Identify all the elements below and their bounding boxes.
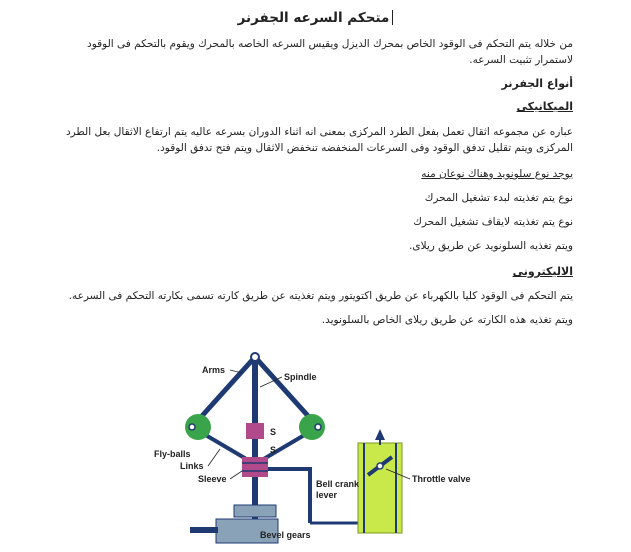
mechanical-description: عباره عن مجموعه اثقال تعمل بفعل الطرد المركزى بمعنى انه اثناء الدوران بسرعه عاليه يتم ارتفاع الاثقال بعل الطرد المركزى ويتم تقليل تدفق الوقود وفى السرعات المنخفضه تنخفض الاثقال ويتم فتح تدفق الوقود.	[65, 126, 573, 154]
electronic-line-1: يتم التحكم فى الوقود كليا بالكهرباء عن طريق اكتويتور ويتم تغذيته عن طريق كارته تسمى بكارته التحكم فى السرعه.	[68, 290, 573, 302]
label-s-top: S	[270, 427, 277, 437]
types-heading: أنواع الجفرنر	[501, 77, 573, 90]
label-spindle: Spindle	[284, 372, 317, 382]
governor-diagram	[150, 345, 480, 552]
solenoid-note: يوجد نوع سلونويد وهناك نوعان منه	[421, 168, 573, 180]
title-text: متحكم السرعه الجفرنر	[237, 10, 390, 26]
intro-paragraph: من خلاله يتم التحكم فى الوقود الخاص بمحرك الديزل ويقيس السرعه الخاصه بالمحرك ويقوم بالتحكم فى الوقود لاستمرار تثبيت السرعه.	[87, 38, 573, 66]
label-s-bottom: S	[270, 445, 277, 455]
label-arms: Arms	[202, 365, 226, 375]
flow-arrow-icon	[375, 429, 385, 440]
electronic-heading: الاليكترونى	[512, 265, 573, 278]
document-title	[0, 10, 631, 26]
right-joint	[315, 424, 321, 430]
sleeve	[242, 457, 268, 477]
electronic-line-2: ويتم تغذيه هذه الكارته عن طريق ريلاى الخاص بالسلونويد.	[321, 314, 573, 326]
bevel-gear-top	[234, 505, 276, 517]
text-cursor	[392, 10, 393, 25]
label-bell-crank-lever: lever	[316, 490, 338, 500]
label-sleeve: Sleeve	[198, 474, 227, 484]
label-bell-crank: Bell crank	[316, 479, 360, 489]
left-joint	[189, 424, 195, 430]
solenoid-item-2: نوع يتم تغذيته لايقاف تشغيل المحرك	[413, 216, 573, 228]
drive-shaft	[190, 527, 218, 533]
label-fly-balls: Fly-balls	[154, 449, 191, 459]
solenoid-item-3: ويتم تغذيه السلونويد عن طريق ريلاى.	[409, 240, 573, 252]
spindle-shaft	[252, 357, 258, 527]
top-joint	[251, 353, 259, 361]
label-bevel-gears: Bevel gears	[260, 530, 311, 540]
upper-collar	[246, 423, 264, 439]
mechanical-heading: الميكانيكى	[516, 100, 573, 113]
label-links: Links	[180, 461, 204, 471]
label-throttle-valve: Throttle valve	[412, 474, 471, 484]
solenoid-item-1: نوع يتم تغذيته لبدء تشغيل المحرك	[424, 192, 573, 204]
